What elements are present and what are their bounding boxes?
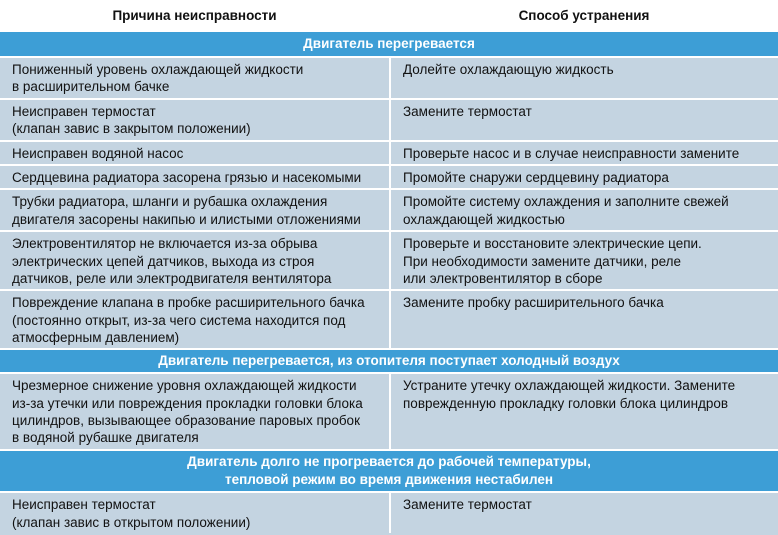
table-row xyxy=(0,141,778,165)
table-row xyxy=(0,165,778,189)
table-row xyxy=(0,492,778,533)
table-row xyxy=(0,231,778,290)
table-row xyxy=(0,189,778,231)
column-header-cause: Причина неисправности xyxy=(0,0,390,31)
cause-cell: Чрезмерное снижение уровня охлаждающей жидкости из-за утечки или повреждения прокладки головки блока цилиндров, вызывающее образование паровых пробок в водяной рубашке двигателя xyxy=(0,373,390,450)
cause-cell: Неисправен термостат (клапан завис в закрытом положении) xyxy=(0,99,390,141)
table-header-row xyxy=(0,0,778,31)
table-row xyxy=(0,290,778,349)
section-title: Двигатель перегревается xyxy=(0,31,778,57)
section-header-overheating xyxy=(0,31,778,57)
cause-cell: Электровентилятор не включается из-за обрыва электрических цепей датчиков, выхода из строя датчиков, реле или электродвигателя вентилятора xyxy=(0,231,390,290)
section-title: Двигатель перегревается, из отопителя поступает холодный воздух xyxy=(0,349,778,373)
cause-cell: Неисправен термостат (клапан завис в открытом положении) xyxy=(0,492,390,533)
remedy-cell: Замените термостат xyxy=(390,99,778,141)
cause-cell: Сердцевина радиатора засорена грязью и насекомыми xyxy=(0,165,390,189)
section-header-cold-heater xyxy=(0,349,778,373)
table-row xyxy=(0,99,778,141)
remedy-cell: Промойте снаружи сердцевину радиатора xyxy=(390,165,778,189)
column-header-remedy: Способ устранения xyxy=(390,0,778,31)
remedy-cell: Промойте систему охлаждения и заполните свежей охлаждающей жидкостью xyxy=(390,189,778,231)
remedy-cell: Замените термостат xyxy=(390,492,778,533)
remedy-cell: Проверьте и восстановите электрические цепи. При необходимости замените датчики, реле или электровентилятор в сборе xyxy=(390,231,778,290)
cause-cell: Трубки радиатора, шланги и рубашка охлаждения двигателя засорены накипью и илистыми отложениями xyxy=(0,189,390,231)
section-header-slow-warmup xyxy=(0,450,778,492)
cause-cell: Повреждение клапана в пробке расширительного бачка (постоянно открыт, из-за чего система находится под атмосферным давлением) xyxy=(0,290,390,349)
cause-cell: Пониженный уровень охлаждающей жидкости в расширительном бачке xyxy=(0,57,390,99)
section-title: Двигатель долго не прогревается до рабочей температуры, тепловой режим во время движения нестабилен xyxy=(0,450,778,492)
remedy-cell: Долейте охлаждающую жидкость xyxy=(390,57,778,99)
remedy-cell: Замените пробку расширительного бачка xyxy=(390,290,778,349)
remedy-cell: Проверьте насос и в случае неисправности замените xyxy=(390,141,778,165)
cause-cell: Неисправен водяной насос xyxy=(0,141,390,165)
table-row xyxy=(0,373,778,450)
remedy-cell: Устраните утечку охлаждающей жидкости. Замените поврежденную прокладку головки блока цилиндров xyxy=(390,373,778,450)
table-row xyxy=(0,57,778,99)
